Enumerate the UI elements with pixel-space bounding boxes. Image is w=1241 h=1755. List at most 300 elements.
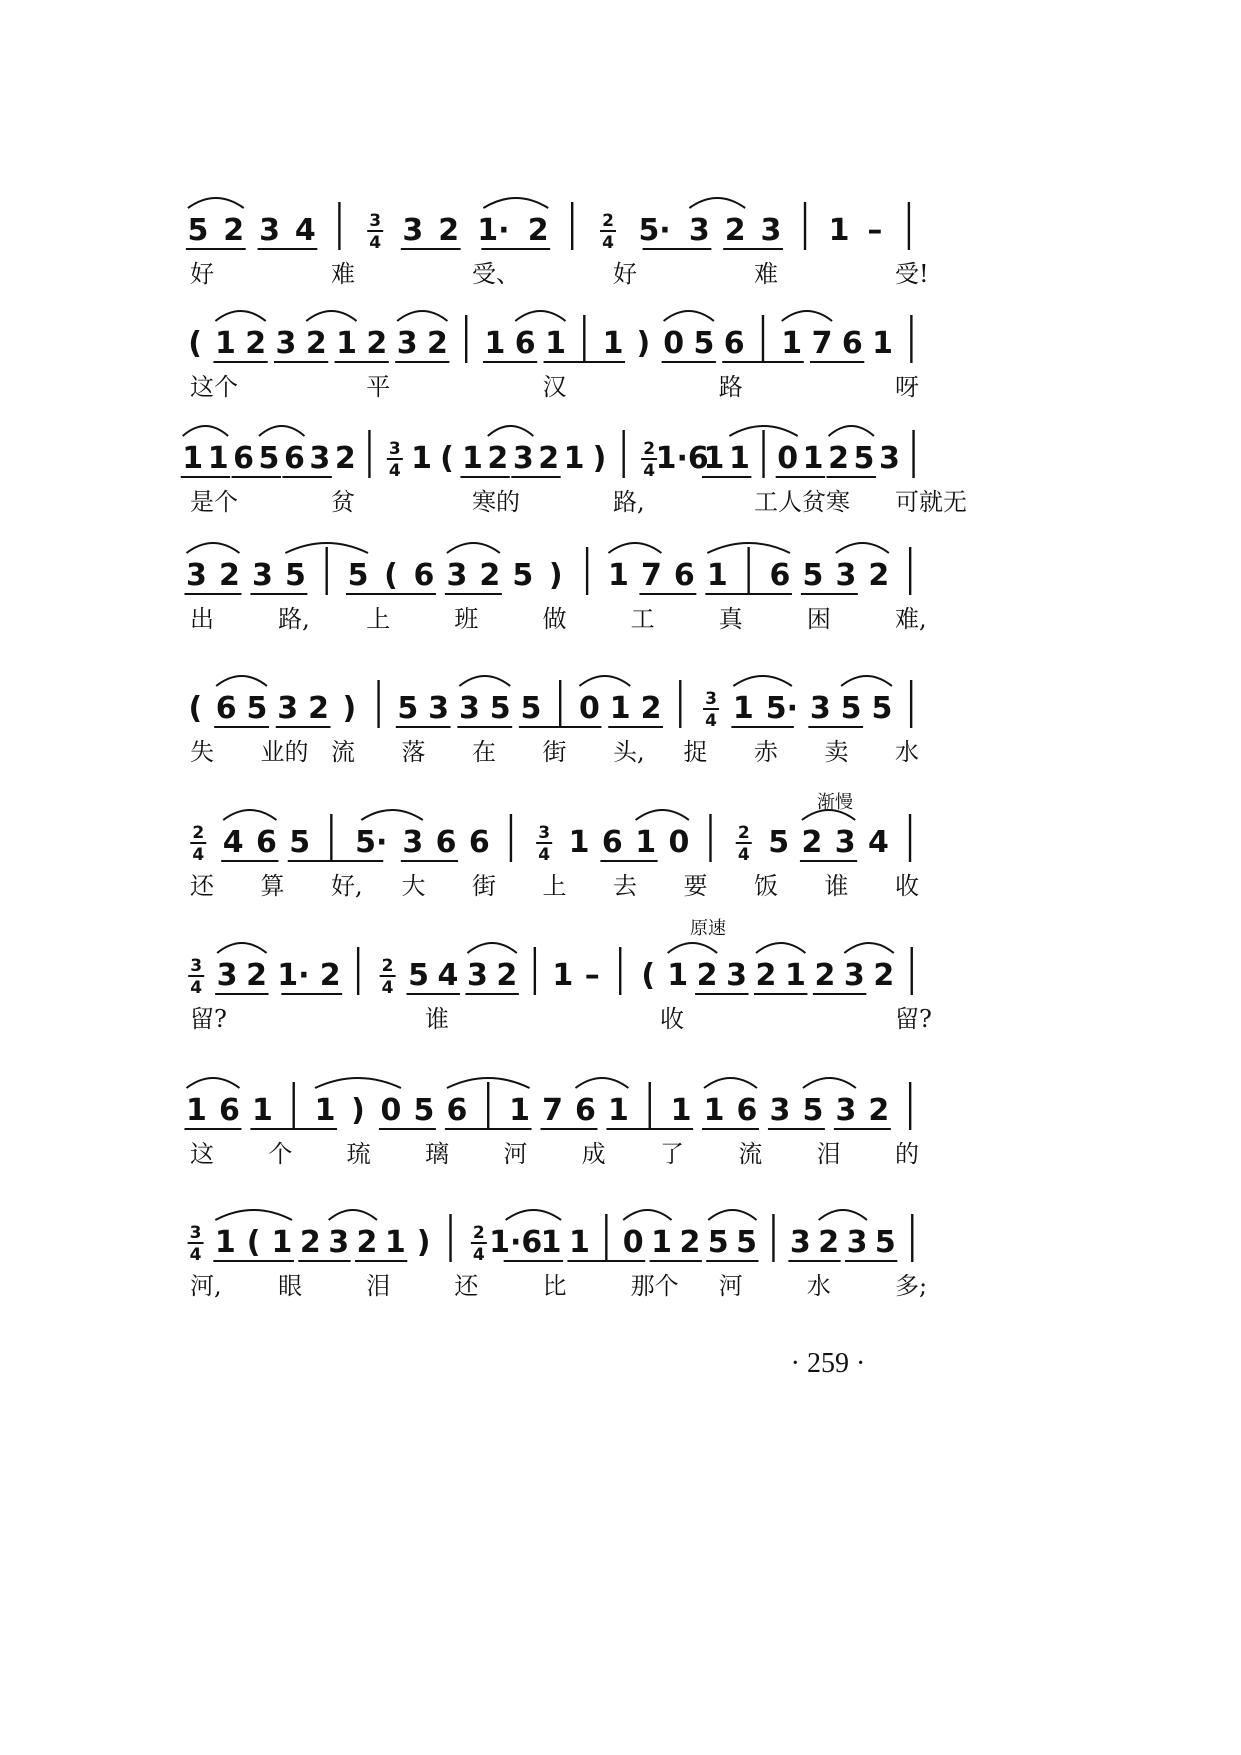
lyric-syllable: 饭 [754,872,778,900]
jianpu-note: 1 [545,326,566,361]
jianpu-note: 3 [275,326,297,361]
score-line-8 [184,1078,919,1168]
lyric-syllable: 留? [190,1005,227,1033]
jianpu-note: 4 [437,958,459,993]
jianpu-note: 1 [540,1225,562,1260]
lyric-syllable: 比 [542,1272,567,1300]
jianpu-note: 1· [477,213,510,248]
jianpu-note: 3 [835,558,857,593]
time-signature-numerator: 3 [538,823,551,843]
jianpu-note: 2 [334,441,356,476]
slur-arc [515,311,565,321]
slur-arc [756,943,805,953]
jianpu-note: 6 [514,326,536,361]
jianpu-note: 2 [438,213,460,248]
jianpu-note: 1·6 [655,441,709,476]
lyric-syllable: 还 [190,872,214,900]
jianpu-note: 1 [207,441,229,476]
lyric-syllable: 街 [472,872,496,900]
slur-arc [782,311,832,321]
jianpu-note: 3 [726,958,747,993]
jianpu-note: 1 [703,441,725,476]
jianpu-note: 1 [602,326,624,361]
time-signature-numerator: 3 [369,211,382,231]
jianpu-note: – [867,213,883,248]
jianpu-note: 3 [328,1225,350,1260]
lyric-syllable: 眼 [278,1272,303,1300]
time-signature-denominator: 4 [643,461,656,481]
jianpu-note: 5 [768,825,790,860]
lyric-syllable: 难, [895,605,927,633]
slur-arc [259,426,304,436]
jianpu-note: 6 [215,691,237,726]
slur-arc [183,426,228,436]
jianpu-note: 2 [868,1093,890,1128]
jianpu-note: 3 [688,213,710,248]
jianpu-note: 3 [769,1093,791,1128]
jianpu-note: 3 [402,825,424,860]
jianpu-note: 3 [789,1225,811,1260]
jianpu-note: 2 [245,326,267,361]
jianpu-note: 5 [802,558,824,593]
slur-arc [836,543,889,553]
slur-arc [844,943,893,953]
jianpu-note: 4 [868,825,889,860]
jianpu-note: 5 [520,691,542,726]
jianpu-note: 5 [489,691,511,726]
lyric-syllable: 受、 [472,260,520,288]
jianpu-note: 5· [638,213,671,248]
jianpu-note: 1 [182,441,204,476]
jianpu-note: 2 [818,1225,840,1260]
time-signature-numerator: 3 [190,956,203,976]
jianpu-note: 6 [233,441,255,476]
lyric-syllable: 寒的 [472,488,520,516]
lyric-syllable: 出 [190,605,214,633]
jianpu-note: 5 [512,558,534,593]
jianpu-note: 2 [426,326,448,361]
jianpu-note: 2 [308,691,329,726]
jianpu-note: 6 [575,1093,596,1128]
lyric-syllable: 贫 [331,488,355,516]
jianpu-note: 7 [811,326,833,361]
lyric-syllable: 琉 [346,1140,371,1168]
lyric-syllable: 这 [190,1140,214,1168]
score-line-5 [189,676,919,766]
lyric-syllable: 平 [366,373,391,401]
lyric-syllable: 这个 [190,373,238,401]
jianpu-note: 2 [223,213,245,248]
lyric-syllable: 上 [366,605,391,633]
jianpu-note: 2 [527,213,549,248]
jianpu-note: 5 [413,1093,435,1128]
lyric-syllable: 算 [260,872,285,900]
jianpu-note: 1 [706,558,728,593]
slur-arc [467,943,516,953]
time-signature-numerator: 2 [381,956,394,976]
jianpu-note: 3 [466,958,488,993]
jianpu-note: 5· [765,691,798,726]
jianpu-note: ) [342,691,357,726]
lyric-syllable: 路, [613,488,645,516]
time-signature-numerator: 2 [737,823,750,843]
jianpu-note: 3 [446,558,468,593]
slur-arc [704,1078,757,1088]
lyric-syllable: 收 [895,872,919,900]
lyric-syllable: 流 [738,1140,763,1168]
slur-arc [217,943,266,953]
slur-arc [483,198,548,208]
slur-arc [188,198,244,208]
jianpu-note: 3 [878,441,900,476]
jianpu-note: 2 [538,441,560,476]
lyric-syllable: 璃 [425,1140,449,1168]
jianpu-note: 6 [256,825,277,860]
jianpu-note: 5 [246,691,268,726]
lyric-syllable: 受! [895,260,929,288]
jianpu-note: 1 [781,326,803,361]
jianpu-note: 2 [366,326,388,361]
jianpu-note: ( [384,558,398,593]
tempo-mark-ritardando: 渐慢 [817,792,853,813]
slur-arc [306,311,356,321]
jianpu-note: 2 [640,691,662,726]
slur-arc [186,543,239,553]
time-signature-denominator: 4 [381,978,394,998]
jianpu-note: 5 [408,958,429,993]
lyric-syllable: 多; [895,1272,928,1300]
jianpu-note: 5 [840,691,862,726]
lyric-syllable: 水 [895,738,919,766]
jianpu-note: 2 [479,558,501,593]
jianpu-note: 3 [835,1093,857,1128]
jianpu-note: 1 [214,326,236,361]
lyric-syllable: 困 [806,605,831,633]
jianpu-note: 5 [187,213,209,248]
jianpu-note: 6 [723,326,745,361]
jianpu-note: 1 [461,441,483,476]
score-line-7 [188,943,932,1033]
jianpu-note: 1 [728,441,750,476]
jianpu-note: ) [548,558,563,593]
slur-arc [819,1210,867,1220]
lyric-syllable: 是个 [190,488,238,516]
time-signature-denominator: 4 [602,233,614,253]
jianpu-note: 3 [396,326,418,361]
lyric-syllable: 了 [660,1140,684,1168]
jianpu-note: 1 [872,326,894,361]
lyric-syllable: 泪 [816,1140,841,1168]
score-line-6 [190,810,919,900]
jianpu-note: 2 [828,441,849,476]
lyric-syllable: 赤 [754,738,778,766]
lyric-syllable: 工 [630,605,655,633]
jianpu-note: 1 [552,958,574,993]
slur-arc [708,1210,756,1220]
time-signature-numerator: 3 [189,1223,202,1243]
jianpu-note: 3 [251,558,273,593]
lyric-syllable: 要 [683,872,708,900]
jianpu-note: 6 [283,441,305,476]
jianpu-note: 1 [607,558,629,593]
jianpu-note: 3 [428,691,450,726]
jianpu-note: 6 [769,558,791,593]
jianpu-note: ) [416,1225,431,1260]
jianpu-note: 3 [402,213,424,248]
lyric-syllable: 业的 [260,738,309,766]
lyric-syllable: 街 [542,738,567,766]
jianpu-note: 5 [289,825,311,860]
jianpu-note: 5 [871,691,893,726]
score-line-3 [181,426,967,516]
jianpu-note: 6 [673,558,695,593]
lyric-syllable: 好 [190,260,214,288]
slur-arc [829,426,874,436]
jianpu-note: 3 [512,441,534,476]
jianpu-note: 0 [622,1225,644,1260]
lyric-syllable: 工人贫寒 [754,488,850,516]
jianpu-note: 1 [509,1093,530,1128]
jianpu-note: ( [188,326,203,361]
jianpu-note: 7 [640,558,662,593]
jianpu-note: 2 [496,958,518,993]
jianpu-note: ( [188,691,203,726]
jianpu-note: 1 [568,825,590,860]
lyric-syllable: 难 [331,260,355,288]
jianpu-note: 3 [846,1225,868,1260]
jianpu-note: 2 [724,213,746,248]
lyric-syllable: 谁 [425,1005,449,1033]
jianpu-note: 1 [484,326,506,361]
jianpu-note: 5 [347,558,369,593]
lyric-syllable: 在 [472,738,496,766]
lyric-syllable: 头, [613,738,645,766]
lyric-syllable: 那个 [630,1272,679,1300]
jianpu-note: 3 [809,691,831,726]
score-line-9 [188,1210,928,1300]
page-number: · 259 · [790,1348,866,1379]
time-signature-numerator: 3 [705,689,717,709]
lyric-syllable: 大 [401,872,426,900]
slur-arc [636,810,689,820]
slur-arc [608,543,661,553]
time-signature-numerator: 2 [472,1223,485,1243]
slur-arc [459,676,510,686]
jianpu-note: 2 [319,958,341,993]
lyric-syllable: 失 [190,738,214,766]
jianpu-note: 1·6 [489,1225,543,1260]
jianpu-note: 6 [736,1093,758,1128]
jianpu-note: 0 [579,691,600,726]
score-line-1 [186,198,929,288]
slur-arc [329,1210,377,1220]
jianpu-note: 1 [411,441,432,476]
time-signature-numerator: 3 [388,439,401,459]
lyric-syllable: 难 [754,260,778,288]
jianpu-note: 1 [336,326,358,361]
lyric-syllable: 留? [895,1005,932,1033]
jianpu-note: 1· [277,958,310,993]
jianpu-note: 1 [828,213,850,248]
lyric-syllable: 河 [718,1272,743,1300]
jianpu-note: 4 [222,825,244,860]
time-signature-denominator: 4 [190,978,203,998]
jianpu-note: 2 [868,558,890,593]
time-signature-numerator: 2 [602,211,614,231]
jianpu-note: ) [351,1093,365,1128]
lyric-syllable: 班 [454,605,479,633]
jianpu-note: 5 [284,558,306,593]
jianpu-note: 1 [607,1093,629,1128]
slur-arc [579,676,630,686]
lyric-syllable: 汉 [542,373,567,401]
lyric-syllable: 泪 [366,1272,391,1300]
jianpu-note: 6 [219,1093,240,1128]
lyric-syllable: 的 [895,1140,919,1168]
jianpu-note: 0 [663,326,685,361]
jianpu-note: 5 [853,441,875,476]
jianpu-note: 1 [651,1225,672,1260]
jianpu-note: ) [636,326,651,361]
jianpu-note: 2 [487,441,509,476]
time-signature-denominator: 4 [538,845,551,865]
jianpu-note: ) [592,441,607,476]
jianpu-note: 3 [277,691,299,726]
jianpu-note: ( [641,958,656,993]
jianpu-note: 5 [874,1225,896,1260]
jianpu-note: 1 [251,1093,273,1128]
jianpu-note: 5 [693,326,715,361]
time-signature-denominator: 4 [737,845,750,865]
jianpu-note: 1 [186,1093,207,1128]
jianpu-note: 5 [397,691,419,726]
slur-arc [361,810,423,820]
lyric-syllable: 水 [806,1272,831,1300]
lyric-syllable: 好, [331,872,363,900]
lyric-syllable: 还 [454,1272,479,1300]
jianpu-note: 5· [355,825,388,860]
jianpu-note: 2 [755,958,777,993]
jianpu-note: 1 [384,1225,406,1260]
slur-arc [689,198,745,208]
lyric-syllable: 做 [542,605,567,633]
jianpu-note: 1 [563,441,585,476]
slur-arc [216,676,267,686]
jianpu-note: 1 [271,1225,293,1260]
jianpu-note: 2 [696,958,718,993]
lyric-syllable: 捉 [683,738,708,766]
slur-arc [215,1210,292,1220]
time-signature-denominator: 4 [472,1245,485,1265]
lyric-syllable: 可就无 [895,488,967,516]
jianpu-note: 3 [259,213,280,248]
jianpu-note: ( [246,1225,261,1260]
slur-arc [668,943,717,953]
time-signature-denominator: 4 [388,461,401,481]
lyric-syllable: 呀 [895,373,919,401]
jianpu-note: 5 [802,1093,824,1128]
lyric-syllable: 卖 [824,738,849,766]
jianpu-note: 6 [468,825,490,860]
jianpu-note: 0 [777,441,799,476]
jianpu-note: 1 [667,958,689,993]
slur-arc [733,676,791,686]
jianpu-note: 3 [458,691,480,726]
tempo-mark-a-tempo: 原速 [690,918,726,939]
jianpu-note: 1 [314,1093,336,1128]
score-line-4 [184,543,926,633]
jianpu-note: 5 [707,1225,729,1260]
jianpu-note: 3 [834,825,856,860]
time-signature-denominator: 4 [369,233,382,253]
jianpu-note: 7 [542,1093,563,1128]
jianpu-note: 2 [801,825,823,860]
slur-arc [397,311,447,321]
slur-arc [575,1078,628,1088]
jianpu-note: 2 [356,1225,378,1260]
time-signature-denominator: 4 [705,711,717,731]
lyric-syllable: 谁 [824,872,849,900]
slur-arc [623,1210,671,1220]
jianpu-note: 1 [703,1093,725,1128]
jianpu-note: 1 [635,825,657,860]
lyric-syllable: 收 [660,1005,684,1033]
lyric-syllable: 上 [542,872,567,900]
jianpu-note: 1 [670,1093,692,1128]
lyric-syllable: 好 [613,260,637,288]
jianpu-note: 0 [668,825,690,860]
jianpu-note: 6 [841,326,863,361]
jianpu-note: 5 [258,441,280,476]
jianpu-note: 3 [216,958,238,993]
jianpu-note: 1 [802,441,824,476]
slur-arc [447,543,500,553]
lyric-syllable: 河, [190,1272,222,1300]
jianpu-note: 2 [814,958,836,993]
jianpu-note: 6 [435,825,457,860]
lyric-syllable: 落 [401,738,426,766]
time-signature-numerator: 2 [192,823,205,843]
lyric-syllable: 成 [581,1140,606,1168]
lyric-syllable: 个 [268,1140,293,1168]
slur-arc [215,311,265,321]
jianpu-note: 3 [843,958,865,993]
score-line-2 [188,311,919,401]
slur-arc [223,810,276,820]
jianpu-note: 2 [873,958,895,993]
slur-arc [664,311,714,321]
slur-arc [315,1078,401,1088]
slur-arc [803,1078,856,1088]
jianpu-note: 5 [736,1225,757,1260]
jianpu-note: 2 [219,558,240,593]
slur-arc [488,426,533,436]
time-signature-denominator: 4 [189,1245,202,1265]
jianpu-note: 6 [413,558,435,593]
lyric-syllable: 路 [718,373,743,401]
jianpu-note: 3 [309,441,331,476]
jianpu-note: – [584,958,600,993]
jianpu-note: 3 [186,558,207,593]
jianpu-note: 1 [609,691,631,726]
jianpu-note: 1 [214,1225,236,1260]
jianpu-note: 2 [305,326,327,361]
lyric-syllable: 真 [718,605,743,633]
jianpu-note: 2 [299,1225,321,1260]
lyric-syllable: 路, [278,605,310,633]
jianpu-note: 2 [679,1225,701,1260]
time-signature-numerator: 2 [643,439,656,459]
